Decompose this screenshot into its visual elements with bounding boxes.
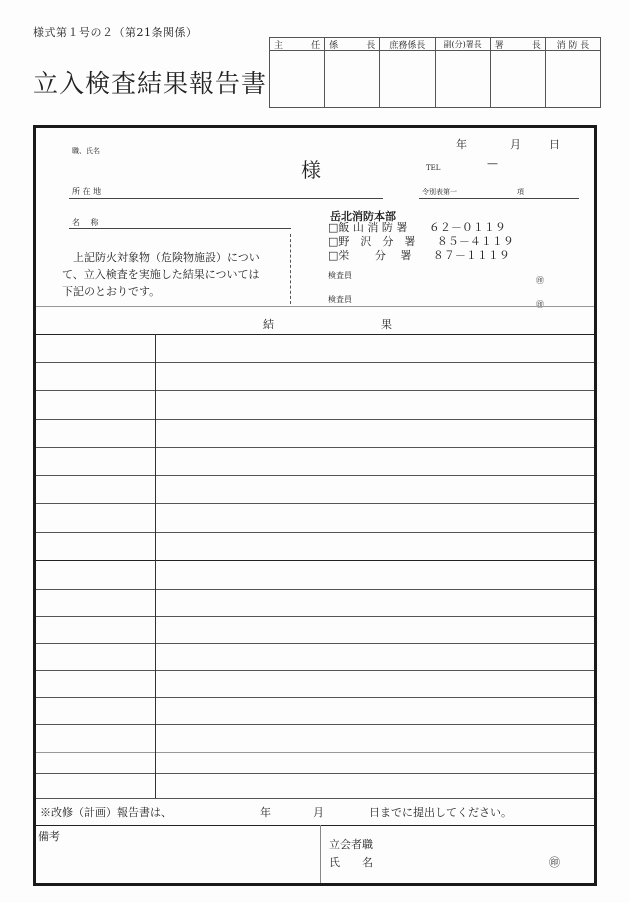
results-row[interactable] — [36, 560, 594, 561]
approval-label: 係 — [329, 40, 339, 51]
deadline-prefix: ※改修（計画）報告書は、 — [40, 806, 172, 819]
approval-label: 副(分)署長 — [443, 39, 482, 49]
results-row[interactable] — [36, 643, 594, 644]
approval-col-station-chief — [491, 38, 546, 107]
form-number: 様式第１号の２（第21条関係） — [33, 26, 198, 39]
station-phone: ６２－０１１９ — [428, 221, 506, 234]
approval-stamp-table — [269, 37, 601, 108]
ordinance-item: 項 — [517, 188, 524, 196]
results-row[interactable] — [36, 362, 594, 363]
station-name: 飯 山 消 防 署 — [338, 221, 408, 234]
name-line[interactable] — [69, 228, 291, 229]
witness-name-label: 氏 名 — [329, 856, 373, 869]
inspector-label-2: 検査員 — [328, 295, 352, 304]
ordinance-label: 令別表第一 — [422, 188, 457, 196]
results-row[interactable] — [36, 419, 594, 420]
report-form — [33, 125, 597, 886]
seal-mark: ㊞ — [536, 276, 544, 285]
station-name: 栄 分 署 — [338, 249, 412, 262]
results-row[interactable] — [36, 334, 594, 335]
position-name-label: 職、氏名 — [72, 147, 100, 155]
approval-label: 任 — [311, 40, 321, 51]
station-checkbox[interactable]: □ — [328, 221, 339, 234]
name-label: 名 称 — [72, 218, 99, 227]
approval-col-fire-chief — [546, 38, 600, 107]
tel-label: TEL — [426, 164, 441, 172]
approval-label: 長 — [366, 40, 376, 51]
approval-col-chief — [270, 38, 325, 107]
results-row[interactable] — [36, 447, 594, 448]
date-day: 日 — [549, 138, 560, 151]
approval-label: 庶務係長 — [389, 40, 426, 51]
stamp-cell[interactable] — [270, 51, 324, 107]
deadline-year: 年 — [260, 806, 271, 819]
station-item — [328, 235, 514, 249]
witness-position-label: 立会者職 — [329, 838, 373, 851]
address-line[interactable] — [69, 198, 383, 199]
deadline-month: 月 — [313, 806, 324, 819]
notice-text — [62, 249, 260, 300]
station-checkbox[interactable]: □ — [328, 235, 339, 248]
approval-label: 消 防 長 — [556, 40, 590, 51]
stamp-cell[interactable] — [491, 51, 545, 107]
stamp-cell[interactable] — [325, 51, 379, 107]
results-row[interactable] — [36, 589, 594, 590]
deadline-suffix: 日までに提出してください。 — [369, 806, 512, 819]
results-column-divider — [155, 334, 156, 798]
date-year: 年 — [456, 138, 467, 151]
deadline-row — [36, 798, 594, 799]
approval-col-general-affairs — [380, 38, 435, 107]
remarks-label: 備考 — [38, 830, 60, 843]
stamp-cell[interactable] — [380, 51, 434, 107]
stamp-cell[interactable] — [436, 51, 490, 107]
footer-divider — [36, 825, 594, 826]
results-header-right: 果 — [381, 318, 392, 331]
results-row[interactable] — [36, 475, 594, 476]
ordinance-line[interactable] — [419, 198, 579, 199]
results-row[interactable] — [36, 697, 594, 698]
seal-mark: ㊞ — [536, 300, 544, 309]
stamp-cell[interactable] — [546, 51, 600, 107]
approval-col-section-head — [325, 38, 380, 107]
tel-dash: — — [487, 157, 498, 170]
page-title: 立入検査結果報告書 — [33, 69, 268, 98]
approval-label: 主 — [274, 40, 284, 51]
station-item — [328, 249, 514, 263]
seal-icon — [536, 268, 544, 287]
results-row[interactable] — [36, 503, 594, 504]
results-row[interactable] — [36, 390, 594, 391]
results-row[interactable] — [36, 616, 594, 617]
notice-line: て、立入検査を実施した結果については — [62, 268, 260, 281]
seal-icon — [536, 292, 544, 311]
station-name: 野 沢 分 署 — [338, 235, 416, 248]
station-item — [328, 221, 514, 235]
station-phone: ８７－１１１９ — [432, 249, 510, 262]
section-divider — [36, 306, 594, 307]
inspector-label-1: 検査員 — [328, 271, 352, 280]
dashed-separator — [290, 234, 291, 304]
approval-label: 長 — [531, 40, 541, 51]
footer-column-divider — [320, 825, 321, 883]
approval-col-deputy-chief — [436, 38, 491, 107]
station-checkbox[interactable]: □ — [328, 249, 339, 262]
results-row[interactable] — [36, 724, 594, 725]
station-list — [328, 221, 514, 263]
date-month: 月 — [510, 138, 521, 151]
approval-label: 署 — [494, 40, 504, 51]
fire-hq-name: 岳北消防本部 — [330, 210, 396, 223]
notice-line: 下記のとおりです。 — [62, 285, 161, 298]
notice-line: 上記防火対象物（危険物施設）につい — [62, 251, 260, 264]
results-row[interactable] — [36, 670, 594, 671]
results-row[interactable] — [36, 752, 594, 753]
honorific: 様 — [301, 158, 321, 182]
station-phone: ８５－４１１９ — [436, 235, 514, 248]
results-row[interactable] — [36, 773, 594, 774]
results-row[interactable] — [36, 532, 594, 533]
address-label: 所 在 地 — [72, 187, 102, 196]
results-header-left: 結 — [263, 318, 274, 331]
seal-icon: ㊞ — [549, 856, 560, 869]
